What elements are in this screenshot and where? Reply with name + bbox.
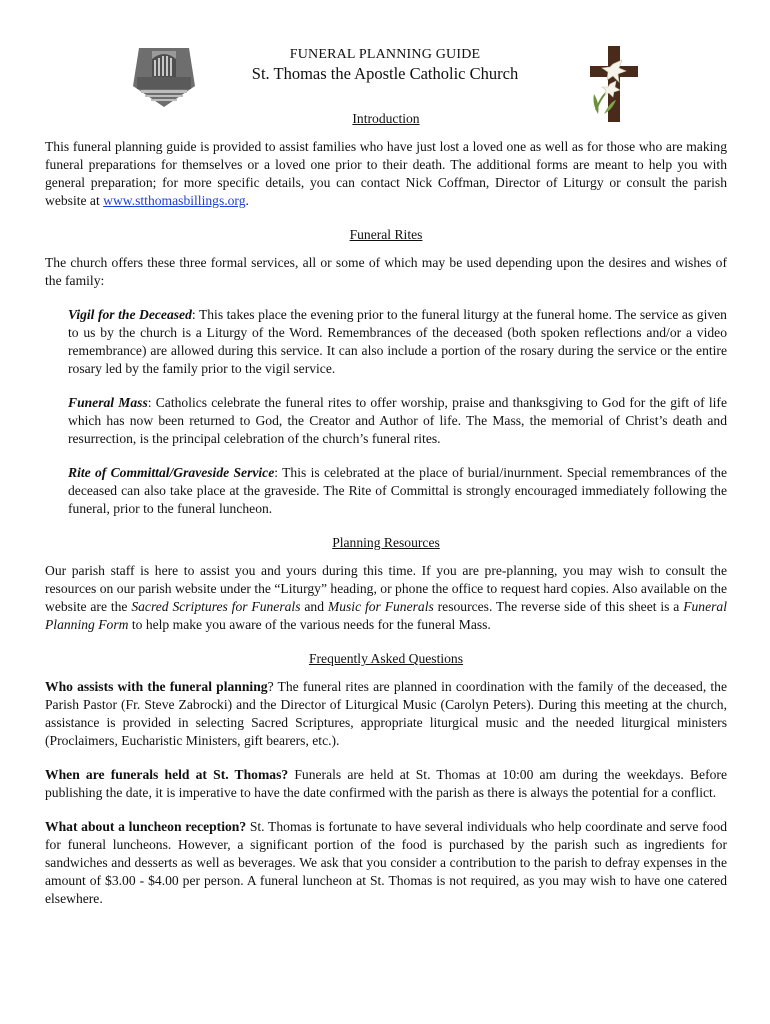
vigil-paragraph [45,306,727,378]
resources-text-2: and [300,599,328,614]
resources-text-1: Our parish staff is here to assist you and yours during this time. If you are pre-planning, you may wish to consult the resources on our parish website under the “Liturgy” heading, or phone the office to request hard copies. Also available on the website are the [45,563,727,614]
faq-answer-1: ? The funeral rites are planned in coordination with the family of the deceased, the Parish Pastor (Fr. Steve Zabrocki) and the Director of Liturgical Music (Carolyn Peters). During this meeting at the church, assistance is provided in selecting Sacred Scriptures, appropriate liturgical music and the needed liturgical ministers (Proclaimers, Eucharistic Ministers, gift bearers, etc.). [45,679,727,748]
intro-heading: Introduction [352,111,420,126]
committal-title: Rite of Committal/Graveside Service [68,465,275,480]
website-link[interactable]: www.stthomasbillings.org [103,193,246,208]
resources-paragraph [45,562,727,634]
mass-text: : Catholics celebrate the funeral rites to offer worship, praise and thanksgiving to God for the gift of life which has now been returned to God, the Creator and Author of life. The Mass, the memorial of Christ’s death and resurrection, is the principal celebration of the church’s funeral rites. [68,395,727,446]
faq-item-luncheon [45,818,727,908]
vigil-title: Vigil for the Deceased [68,307,192,322]
faq-question-3: What about a luncheon reception? [45,819,247,834]
faq-item-schedule [45,766,727,802]
rites-heading: Funeral Rites [349,227,423,242]
planning-form-resource: Funeral Planning Form [45,599,727,632]
church-name: St. Thomas the Apostle Catholic Church [251,64,519,83]
faq-answer-3: St. Thomas is fortunate to have several individuals who help coordinate and serve food for funeral luncheons. However, a significant portion of the food is purchased by the parish such as ingredients for sandwiches and desserts as well as beverages. We ask that you consider a contribution to the parish to defray expenses in the amount of $3.00 - $4.00 per person. A funeral luncheon at St. Thomas is not required, as you may wish to have one catered elsewhere. [45,819,727,906]
mass-paragraph [45,394,727,448]
committal-text: : This is celebrated at the place of burial/inurnment. Special remembrances of the deceased can also take place at the graveside. The Rite of Committal is strongly encouraged immediately following the funeral, prior to the funeral luncheon. [68,465,727,516]
mass-title: Funeral Mass [68,395,148,410]
vigil-text: : This takes place the evening prior to the funeral liturgy at the funeral home. The service as given to us by the church is a Liturgy of the Word. Remembrances of the deceased (both spoken reflections and/or a video remembrance) are allowed during this service. It can also include a portion of the rosary during the service or the entire rosary led by the family prior to the vigil service. [68,307,727,376]
document-body [45,110,727,908]
faq-heading: Frequently Asked Questions [308,651,464,666]
document-title: FUNERAL PLANNING GUIDE [289,47,481,62]
intro-text: This funeral planning guide is provided to assist families who have just lost a loved one as well as for those who are making funeral preparations for themselves or a loved one prior to their death. The additional forms are meant to help you with general preparation; for more specific details, you can contact Nick Coffman, Director of Liturgy or consult the parish website at [45,139,727,208]
resources-heading: Planning Resources [332,535,440,550]
intro-text-end: . [245,193,249,208]
faq-item-planning [45,678,727,750]
faq-answer-2: Funerals are held at St. Thomas at 10:00 am during the weekdays. Before publishing the date, it is imperative to have the date confirmed with the parish as there is always the potential for a conflict. [45,767,727,800]
scriptures-resource: Sacred Scriptures for Funerals [131,599,301,614]
resources-text-4: to help make you aware of the various needs for the funeral Mass. [128,617,491,632]
faq-question-1: Who assists with the funeral planning [45,679,268,694]
music-resource: Music for Funerals [327,599,434,614]
faq-question-2: When are funerals held at St. Thomas? [45,767,289,782]
resources-text-3: resources. The reverse side of this sheet is a [433,599,684,614]
committal-paragraph [45,464,727,518]
intro-paragraph [45,138,727,210]
rites-intro: The church offers these three formal services, all or some of which may be used depending upon the desires and wishes of the family: [45,255,727,288]
